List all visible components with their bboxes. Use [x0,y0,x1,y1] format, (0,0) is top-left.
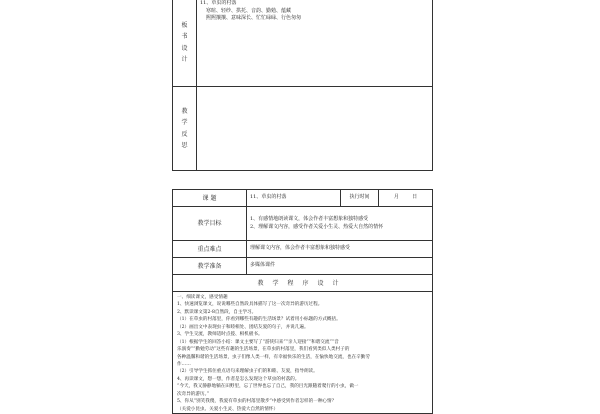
topic-label: 课 题 [173,190,247,207]
process-line: 各种温馨和谐的生活场景，虫子们像人类一样，有幸福快乐的生活，在愉快地交流，也在辛勤劳 [177,354,370,360]
board-line: 熙熙攘攘、意味深长、忙忙碌碌、行色匆匆 [206,15,302,21]
process-line: 3、学生交流，教师适时点拨、相机板书。 [177,332,263,338]
goal-item: 1、有感情地朗读课文，体会作者丰富想象和独特感受 [250,216,369,222]
process-line: 1、快速浏览课文，说说哪些自然段具体描写了这一次奇异的游历过程。 [177,302,323,308]
board-design-row [173,0,433,87]
topic-value: 11、草虫的村落 [247,190,341,207]
goals-row [173,207,433,241]
process-line: 2、默读课文第2-8自然段，自主学习。 [177,309,257,315]
time-label: 执行时间 [341,190,379,207]
board-line: 寒暄、轻纱、拱托、音韵、勤勉、蕴藏 [206,7,292,14]
process-line: 次奇异的游历。” [177,391,210,397]
preparation-row [173,258,433,275]
process-line: “今天，我又静静地躺在田野里，忘了世界也忘了自己，我的目光跟随着爬行的小虫，做一 [177,384,359,390]
reflection-content [197,87,433,171]
reflection-row [173,87,433,171]
process-line: （关爱小昆虫、关爱小生灵、热爱大自然的情怀） [177,406,279,412]
key-points-label: 重点难点 [173,241,247,258]
preparation-text: 多媒体课件 [247,258,433,275]
spacer-row [173,171,433,190]
key-points-text: 理解课文内容，体会作者丰富想象和独特感受 [247,241,433,258]
key-points-row [173,241,433,258]
process-header: 教学程序设计 [173,275,433,292]
board-design-label: 板 书 设 计 [173,0,197,87]
month-label: 月 [393,194,399,201]
goals-content [247,207,433,241]
goals-label: 教学目标 [173,207,247,241]
topic-row [173,190,433,207]
process-line: 4、再读课文，想一想，作者是怎么发现这个草虫的村落的。 [177,376,300,382]
spacer-cell [173,171,433,190]
process-line: 作…… [177,361,191,367]
process-line: （2）画出文中表现虫子和睦相处、团结友爱的句子，并说几遍。 [177,324,309,330]
board-design-content [197,0,433,87]
lesson-plan-table [172,0,433,414]
day-label: 日 [412,194,418,201]
preparation-label: 教学准备 [173,258,247,275]
process-line: 乐演奏”“勤勉劳动”这些有趣的生活场景，在草虫的村落里，我们看到类似人类村子的 [177,347,350,353]
board-title: 11、草虫的村落 [200,0,237,6]
process-line: 一、细读课文，感受情趣 [177,295,228,300]
process-header-row [173,275,433,292]
process-line: （2）引导学生抓住重点语句来理解虫子们的和睦、友爱，指导朗读。 [177,369,318,375]
process-body [173,292,433,414]
process-body-row [173,292,433,414]
reflection-label: 教 学 反 思 [173,87,197,171]
process-line: （1）在草虫的村落里，你看到哪些有趣的生活场景？试着用小标题的方式概括。 [177,317,341,323]
process-line: 5、你从“别笑我傻，我爱有草虫的村落里散步”中感受到作者怎样的一种心情？ [177,399,337,405]
goal-item: 2、理解课文内容，感受作者关爱小生灵、热爱大自然的情怀 [250,223,384,230]
process-line: （1）根据学生的回答小结：课文主要写了“游侠归来”“亲人迎接”“和谐交流”“音 [177,339,339,345]
date-cell [379,190,433,207]
